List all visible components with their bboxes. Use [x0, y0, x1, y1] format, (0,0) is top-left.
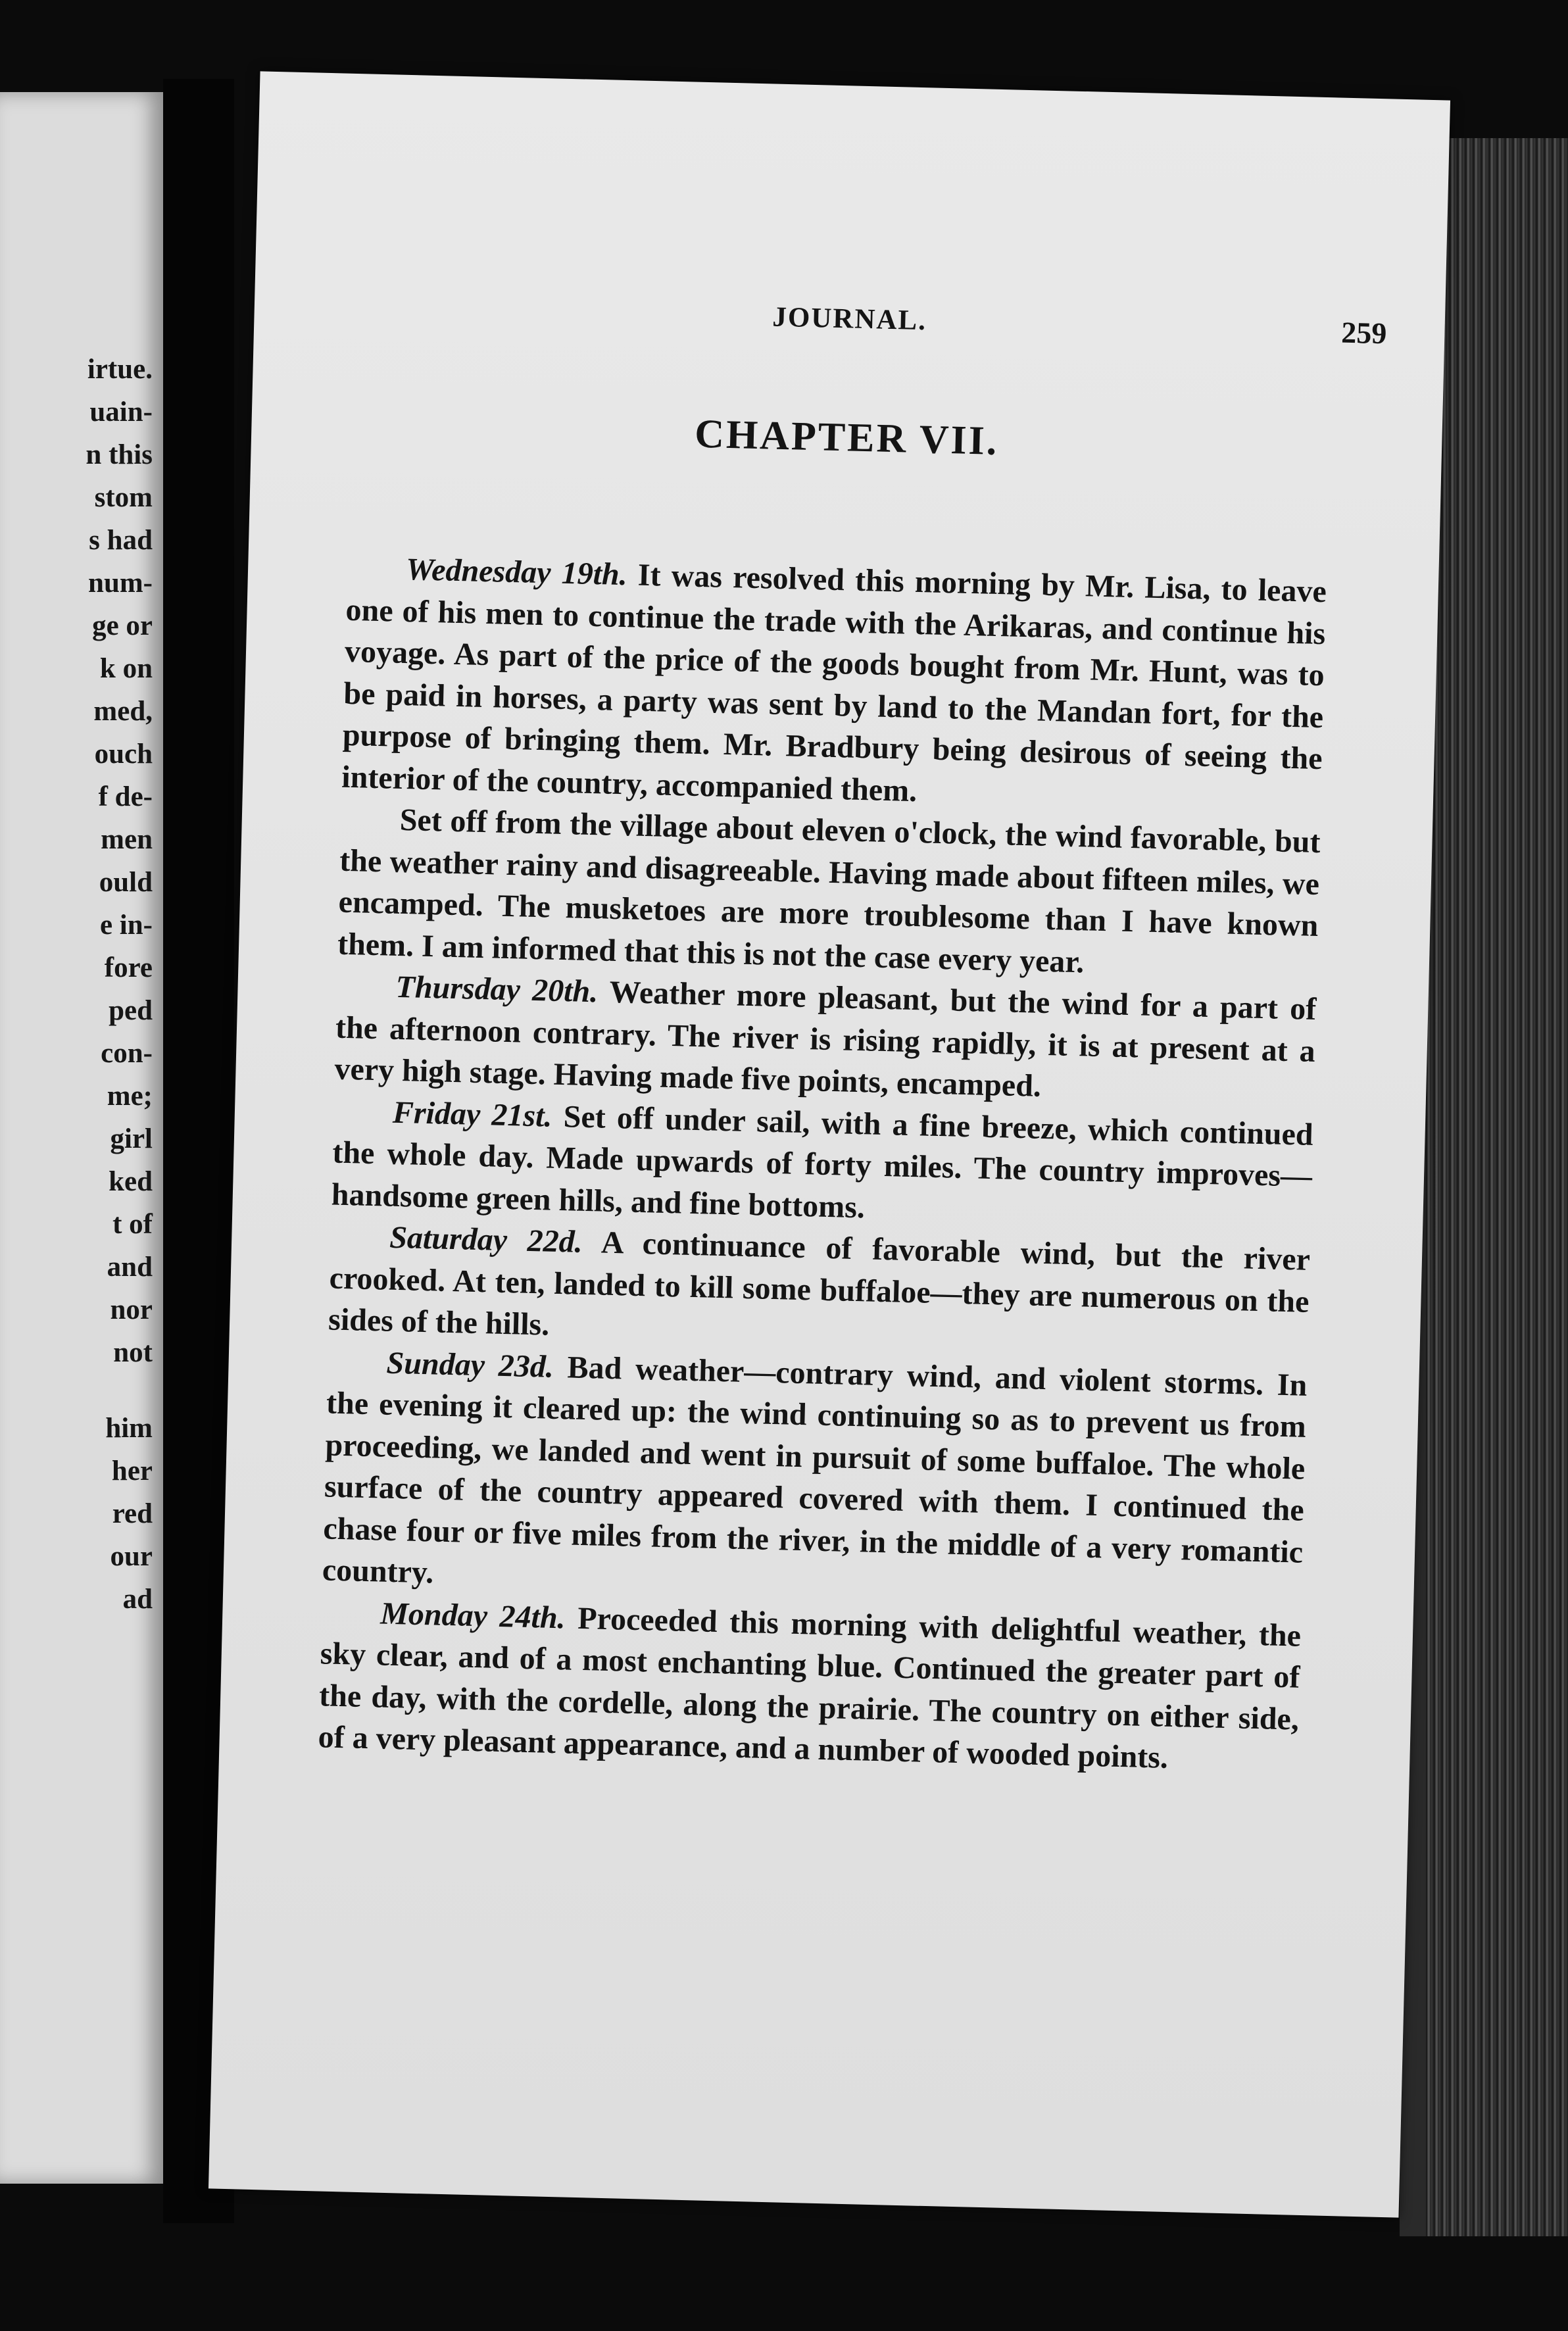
left-page-line: med,	[93, 696, 153, 727]
journal-entry	[334, 965, 1317, 1114]
page-number: 259	[1340, 315, 1388, 351]
left-page-line: not	[113, 1337, 153, 1368]
left-page-line: her	[111, 1456, 153, 1486]
left-page-line: s had	[89, 525, 153, 556]
journal-text	[318, 547, 1327, 1782]
left-page-line: nor	[110, 1294, 153, 1325]
journal-entry	[331, 1090, 1313, 1239]
left-page-line: our	[110, 1541, 153, 1572]
entry-text: A continuance of favorable wind, but the river crooked. At ten, landed to kill some buffaloe—they are numerous on the sides of the hills.	[328, 1225, 1311, 1342]
left-facing-page	[0, 92, 163, 2184]
left-page-line: ad	[122, 1584, 153, 1615]
left-page-line: e in-	[99, 910, 153, 941]
left-page-line: fore	[104, 952, 153, 983]
book-page	[208, 71, 1450, 2217]
journal-entry	[337, 798, 1321, 989]
journal-entry	[341, 547, 1327, 822]
left-page-line: ould	[99, 867, 153, 898]
left-page-line: girl	[110, 1123, 153, 1154]
left-page-line: stom	[94, 482, 153, 513]
journal-entry	[322, 1340, 1308, 1615]
left-page-line: num-	[88, 568, 153, 599]
entry-text: Weather more pleasant, but the wind for a part of the afternoon contrary. The river is rising rapidly, it is at present at a very high stage. Having made five points, encamped.	[333, 974, 1317, 1104]
left-page-line: ped	[109, 995, 153, 1026]
left-page-line: n this	[86, 439, 153, 470]
entry-date: Sunday 23d.	[386, 1345, 554, 1385]
entry-date: Monday 24th.	[380, 1596, 566, 1635]
left-page-line: men	[101, 824, 153, 855]
chapter-title: CHAPTER VII.	[694, 411, 1000, 464]
entry-text: It was resolved this morning by Mr. Lisa, to leave one of his men to continue the trade with the Arikaras, and continue his voyage. As part of the price of the goods bought from Mr. Hunt, was to be paid in horses, a party was sent by land to the Mandan fort, for the purpose of bringing them. Mr. Bradbury being desirous of seeing the interior of the country, accompanied them.	[341, 557, 1327, 808]
entry-text: Set off from the village about eleven o'clock, the wind favorable, but the weather rainy and disagreeable. Having made about fifteen miles, we encamped. The musketoes are more troublesome than I have known them. I am informed that this is not the case every year.	[337, 802, 1321, 979]
left-page-line: k on	[99, 653, 153, 684]
left-page-line: ouch	[94, 739, 153, 770]
entry-date: Friday 21st.	[392, 1094, 553, 1134]
entry-date: Wednesday 19th.	[405, 552, 628, 593]
entry-text: Bad weather—contrary wind, and violent storms. In the evening it cleared up: the wind continuing so as to prevent us from proceeding, we landed and went in pursuit of some buffaloe. The whole surface of the country appeared covered with them. I continued the chase four or five miles from the river, in the middle of a very romantic country.	[322, 1349, 1308, 1590]
entry-text: Proceeded this morning with delightful weather, the sky clear, and of a most enchanting blue. Continued the greater part of the day, with the cordelle, along the prairie. The country on either side, of a very pleasant appearance, and a number of wooded points.	[318, 1600, 1302, 1775]
journal-entry	[328, 1215, 1310, 1365]
left-page-line: f de-	[98, 781, 153, 812]
left-page-line: ge or	[92, 610, 153, 641]
entry-date: Saturday 22d.	[389, 1219, 583, 1260]
left-page-line: t of	[112, 1209, 153, 1240]
left-page-line: ked	[109, 1166, 153, 1197]
running-head: JOURNAL.	[772, 301, 927, 337]
journal-entry	[318, 1591, 1302, 1782]
left-page-line: and	[107, 1252, 153, 1283]
left-page-line: red	[112, 1498, 153, 1529]
left-page-line: irtue.	[87, 354, 153, 385]
left-page-line: uain-	[89, 397, 153, 428]
left-page-line: me;	[107, 1081, 153, 1112]
left-page-line: him	[105, 1413, 153, 1444]
entry-text: Set off under sail, with a fine breeze, which continued the whole day. Made upwards of forty miles. The country improves—handsome green hills, and fine bottoms.	[331, 1098, 1314, 1225]
entry-date: Thursday 20th.	[395, 969, 599, 1010]
left-page-line: con-	[101, 1038, 153, 1069]
